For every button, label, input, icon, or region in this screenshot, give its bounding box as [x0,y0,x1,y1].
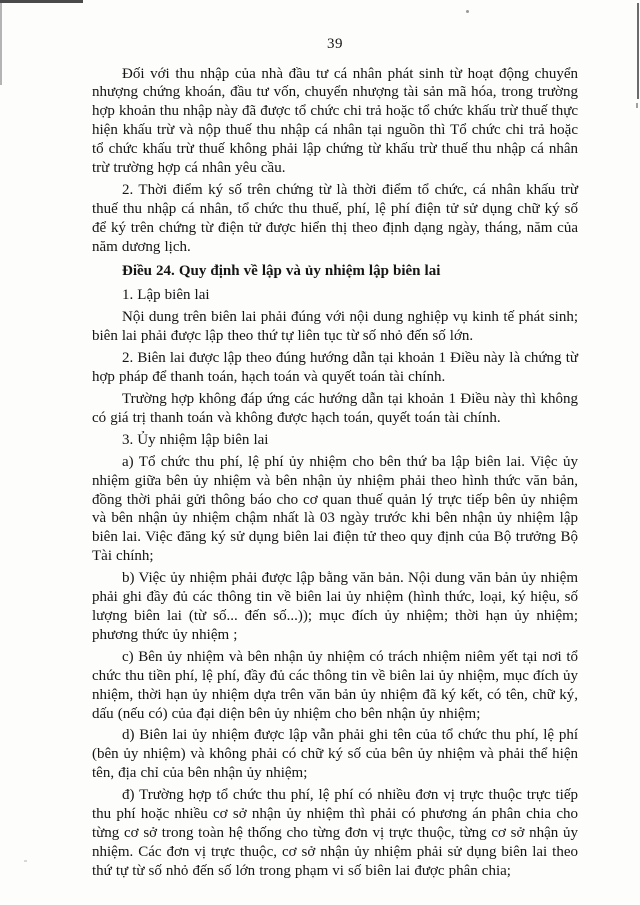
paragraph: 2. Thời điểm ký số trên chứng từ là thời điểm tổ chức, cá nhân khấu trừ thuế thu nhập cá nhân, tổ chức thu thuế, phí, lệ phí điện tử sử dụng chữ ký số để ký trên chứng từ điện tử được hiển thị theo định dạng ngày, tháng, năm của năm dương lịch. [92,181,578,255]
paragraph: b) Việc ủy nhiệm phải được lập bằng văn bản. Nội dung văn bản ủy nhiệm phải ghi đầy đủ các thông tin về biên lai ủy nhiệm (hình thức, loại, ký hiệu, số lượng biên lai (từ số... đến số...)); mục đích ủy nhiệm; thời hạn ủy nhiệm; phương thức ủy nhiệm ; [92,570,578,643]
scan-artifact-top-left-line [0,0,83,3]
paragraph: đ) Trường hợp tổ chức thu phí, lệ phí có nhiều đơn vị trực thuộc trực tiếp thu phí hoặc nhiều cơ sở nhận ủy nhiệm thì phải có phương án phân chia cho từng cơ sở trong toàn hệ thống cho từng đơn vị trực thuộc, từng cơ sở nhận ủy nhiệm. Các đơn vị trực thuộc, cơ sở nhận ủy nhiệm phải sử dụng biên lai theo thứ tự từ số nhỏ đến số lớn trong phạm vi số biên lai được phân chia; [92,787,578,879]
scan-artifact-right-edge-line [637,3,639,99]
scan-artifact-speck [466,10,469,13]
paragraph: d) Biên lai ủy nhiệm được lập vẫn phải ghi tên của tổ chức thu phí, lệ phí (bên ủy nhiệm) và không phải có chữ ký số của bên ủy nhiệm và phải thể hiện tên, địa chỉ của bên nhận ủy nhiệm; [92,727,578,782]
paragraph: Nội dung trên biên lai phải đúng với nội dung nghiệp vụ kinh tế phát sinh; biên lai phải được lập theo thứ tự liên tục từ số nhỏ đến số lớn. [92,309,578,345]
scan-artifact-left-edge-line [0,3,2,85]
document-body [92,63,578,882]
paragraph: 2. Biên lai được lập theo đúng hướng dẫn tại khoản 1 Điều này là chứng từ hợp pháp để thanh toán, hạch toán và quyết toán tài chính. [92,350,578,386]
page-number: 39 [327,36,343,52]
scan-artifact-right-edge-tick [636,103,638,108]
paragraph: 3. Ủy nhiệm lập biên lai [122,431,269,448]
article-heading: Điều 24. Quy định về lập và ủy nhiệm lập biên lai [122,263,441,280]
paragraph: 1. Lập biên lai [122,287,210,304]
scan-artifact-speck [24,860,27,862]
paragraph: Đối với thu nhập của nhà đầu tư cá nhân phát sinh từ hoạt động chuyển nhượng chứng khoán, đầu tư vốn, chuyển nhượng tài sản mã hóa, trong trường hợp khoản thu nhập này đã được tổ chức chi trả hoặc tổ chức khấu trừ thuế thực hiện khấu trừ và nộp thuế thu nhập cá nhân tại nguồn thì Tổ chức chi trả hoặc tổ chức khấu trừ thuế không phải lập chứng từ khấu trừ thuế thu nhập cá nhân trừ trường hợp cá nhân yêu cầu. [92,65,578,177]
paragraph: a) Tổ chức thu phí, lệ phí ủy nhiệm cho bên thứ ba lập biên lai. Việc ủy nhiệm giữa bên ủy nhiệm và bên nhận ủy nhiệm phải theo hình thức văn bản, đồng thời phải gửi thông báo cho cơ quan thuế quản lý trực tiếp bên ủy nhiệm và bên nhận ủy nhiệm chậm nhất là 03 ngày trước khi bên nhận ủy nhiệm lập biên lai. Việc đăng ký sử dụng biên lai điện tử theo quy định của Bộ trưởng Bộ Tài chính; [92,453,578,565]
paragraph: c) Bên ủy nhiệm và bên nhận ủy nhiệm có trách nhiệm niêm yết tại nơi tổ chức thu tiền phí, lệ phí, đầy đủ các thông tin về biên lai ủy nhiệm, mục đích ủy nhiệm, thời hạn ủy nhiệm dựa trên văn bản ủy nhiệm đã ký kết, có tên, chữ ký, dấu (nếu có) của đại diện bên ủy nhiệm cho bên nhận ủy nhiệm; [92,648,578,722]
paragraph: Trường hợp không đáp ứng các hướng dẫn tại khoản 1 Điều này thì không có giá trị thanh toán và không được hạch toán, quyết toán tài chính. [92,391,578,426]
